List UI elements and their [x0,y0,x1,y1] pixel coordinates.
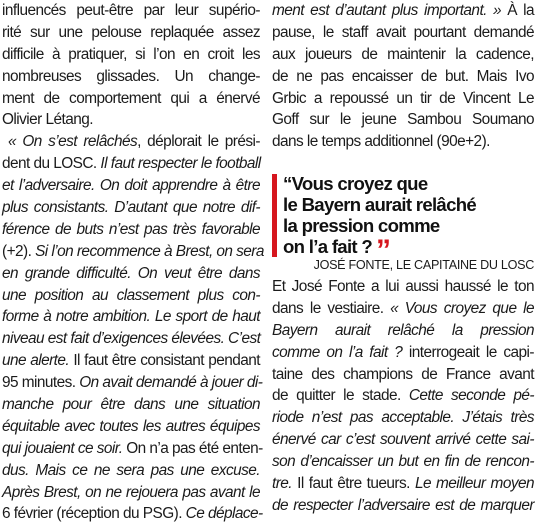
pull-quote-line: “Vous croyez que [283,173,428,194]
text-line [2,482,260,504]
text-run: 6 février (réception du PSG). [2,505,186,523]
text-run: férence de buts n’est pas très favorable [2,220,260,238]
text-run: On n’a pas été enten- [126,439,263,457]
article-column-left [2,0,264,525]
text-run: « On s’est relâchés [8,133,138,151]
text-run: forme à notre ambition. Le sport de haut [2,308,260,326]
text-line [272,0,534,22]
text-run: Et José Fonte a lui aussi haussé le ton [272,278,534,295]
text-line [272,44,534,66]
text-run: Il faut être tueurs. [297,475,415,493]
text-run: Après Brest, on ne rejouera pas avant le [2,483,260,501]
text-line [272,407,534,429]
text-line [2,438,263,460]
text-run: « Vous croyez que le [390,299,534,317]
text-line [272,109,534,131]
text-run: , déplorait le prési- [137,133,260,151]
text-line [272,88,534,110]
text-line [2,22,260,44]
text-line [272,364,534,386]
text-run: Goff sur le jeune Sambou Soumano [272,111,534,129]
text-run: dent du LOSC. [2,155,101,173]
text-run: dans le temps additionnel (90e+2). [272,133,490,151]
pull-quote-accent-bar [272,174,277,257]
pull-quote-line: le Bayern aurait relâché [283,194,477,215]
text-line [2,131,260,153]
text-line [2,219,260,241]
text-run: de respecter l’adversaire est de marquer [272,496,534,514]
pull-quote-attribution: JOSÉ FONTE, LE CAPITAINE DU LOSC [313,258,534,272]
text-run: ment de comportement qui a énervé [2,89,260,107]
pull-quote-line: la pression comme [283,215,440,236]
article-column-right-upper [272,0,534,153]
text-line [2,263,260,285]
text-run: Si l’on recommence à Brest, on sera [35,242,264,260]
text-run: On avait demandé à jouer di- [79,374,263,392]
text-line [272,342,534,364]
text-run: manche pour être dans une situation [2,396,260,414]
text-run: énervé car c’est souvent arrivé cette sai- [272,431,534,449]
text-line [272,131,534,153]
text-line [2,460,260,482]
text-run: une position au classement plus con- [2,286,260,304]
text-line [2,306,260,328]
text-run: et l’adversaire. On doit apprendre à être [2,177,260,195]
text-run: Le meilleur moyen [414,475,535,493]
text-line [272,22,534,44]
text-run: difficile à pratiquer, si l’on en croit les [2,45,260,63]
text-run: dus. Mais ce ne sera pas une excuse. [2,461,260,479]
text-run: 95 minutes. [2,374,80,392]
text-run: dans le vestiaire. [272,299,391,317]
text-line [272,473,534,495]
text-line [2,372,263,394]
text-run: Ce déplace- [185,505,263,523]
text-line [2,197,260,219]
text-run: rité sur une pelouse replaquée assez [2,23,260,41]
text-run: Il faut être consistant pendant [73,352,260,370]
text-line [2,66,260,88]
text-run: taine des champions de France avant [272,365,534,383]
text-run: À la [501,2,535,19]
text-line [2,328,260,350]
text-run: interrogeait le capi- [408,343,534,361]
text-run: niveau est fait d’exigences élevées. C’est [2,330,261,348]
text-run: nombreuses glissades. Un change- [2,67,260,85]
text-run: Cette seconde pé- [408,387,535,405]
text-run: Olivier Létang. [2,111,93,129]
text-line [2,416,260,438]
text-run: de ne pas encaisser de but. Mais Ivo [272,67,534,85]
text-run: comme on l’a fait ? [272,343,409,361]
text-line [2,88,260,110]
text-line [272,451,534,473]
text-run: tre. [272,475,298,493]
text-line [272,276,534,298]
text-line [2,285,260,307]
text-line [272,385,534,407]
text-line [2,503,263,525]
text-line [2,175,260,197]
text-line [272,320,534,342]
text-line [2,109,260,131]
text-line [2,44,260,66]
text-line [272,495,534,517]
text-run: Bayern aurait relâché la pression [272,321,534,339]
text-line [2,153,260,175]
text-run: Il faut respecter le football [100,155,261,173]
closing-quote-mark-icon: ” [376,234,389,267]
text-run: pause, le staff avait pourtant demandé [272,23,534,41]
text-run: une alerte. [2,352,74,370]
text-line [2,241,264,263]
text-run: influencés peut-être par leur supério- [2,2,260,19]
text-run: qui jouaient ce soir. [2,439,127,457]
text-run: équitable avec toutes les autres équipes [2,417,260,435]
text-line [272,298,534,320]
text-run: Grbic a repoussé un tir de Vincent Le [272,89,534,107]
article-column-right-lower [272,276,534,517]
text-run: en grande difficulté. On veut être dans [2,264,260,282]
text-line [2,350,260,372]
text-line [2,0,260,22]
pull-quote-last-words: on l’a fait ? [283,236,373,257]
text-run: aux joueurs de maintenir la cadence, [272,45,534,63]
text-run: (+2). [2,242,36,260]
text-run: riode n’est pas acceptable. J’étais très [272,409,534,427]
text-run: ment est d’autant plus important. » [272,2,502,19]
text-line [272,66,534,88]
text-line [2,394,260,416]
text-run: son d’encaisser un but en fin de rencon- [272,453,534,471]
text-line [272,429,534,451]
text-run: de quitter le stade. [272,387,409,405]
text-run: plus consistants. D’autant que notre dif- [2,199,260,217]
